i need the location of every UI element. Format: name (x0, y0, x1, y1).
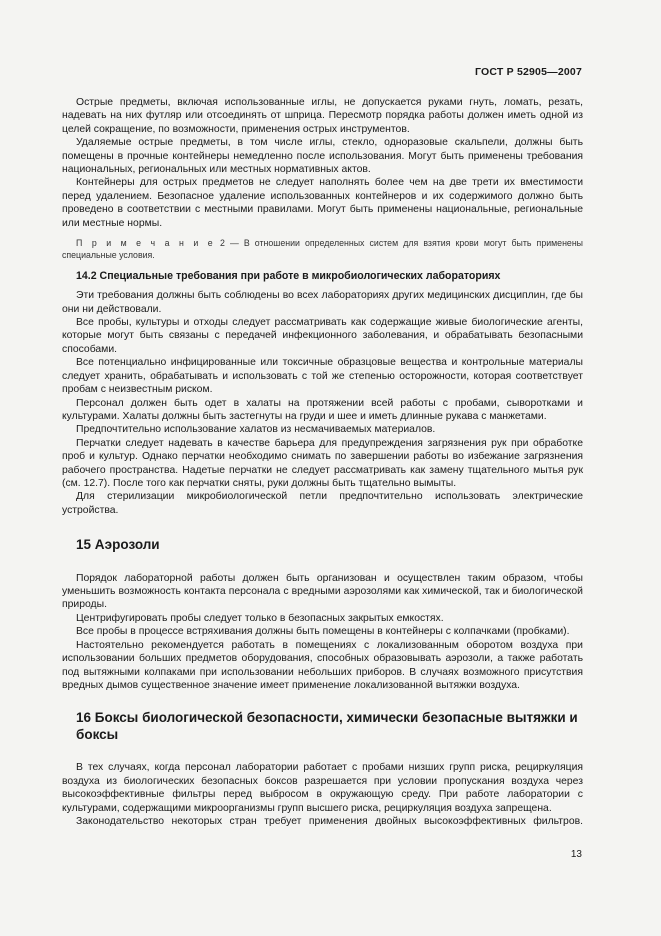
paragraph: Перчатки следует надевать в качестве барьера для предупреждения загрязнения рук при обработке проб и культур. Однако перчатки необходимо снимать по завершении работы во избежание загрязнения рабочего пространства. Надетые перчатки не следует рассматривать как замену тщательного мытья рук (см. 12.7). После того как перчатки сняты, руки должны быть тщательно вымыты. (62, 437, 583, 489)
paragraph: Персонал должен быть одет в халаты на протяжении всей работы с пробами, сыворотками и культурами. Халаты должны быть застегнуты на груди и шее и иметь длинные рукава с манжетами. (62, 397, 583, 422)
note-label: П р и м е ч а н и е (76, 238, 215, 249)
note (62, 238, 583, 261)
section-15-heading: 15 Аэрозоли (76, 537, 160, 553)
note-text: 2 — В отношении определенных систем для взятия крови могут быть применены специальные условия. (62, 238, 583, 260)
paragraph: Острые предметы, включая использованные иглы, не допускается руками гнуть, ломать, резать, надевать на них футляр или отсоединять от шприца. Пересмотр порядка работы должен иметь одной из целей сокращение, по возможности, применения острых инструментов. (62, 97, 583, 135)
section-14-2-heading: 14.2 Специальные требования при работе в микробиологических лабораториях (76, 270, 501, 283)
paragraph: Центрифугировать пробы следует только в безопасных закрытых емкостях. (76, 612, 444, 624)
paragraph: Законодательство некоторых стран требует применения двойных высокоэффективных фильтров. (76, 815, 583, 827)
paragraph: Контейнеры для острых предметов не следует наполнять более чем на две трети их вместимости перед удалением. Безопасное удаление использованных контейнеров и их содержимого должно быть проведено в соответствии с местными правилами. Могут быть применены национальные, региональные или местные нормы. (62, 177, 583, 229)
paragraph: Порядок лабораторной работы должен быть организован и осуществлен таким образом, чтобы уменьшить возможность контакта персонала с вредными аэрозолями как химической, так и биологической природы. (62, 572, 583, 611)
document-code: ГОСТ Р 52905—2007 (474, 66, 582, 78)
page-body (62, 96, 583, 828)
paragraph: Все пробы, культуры и отходы следует рассматривать как содержащие живые биологические агенты, которые могут быть связаны с передачей инфекционного заболевания, и обрабатывать безопасными способами. (62, 317, 583, 355)
paragraph: Все пробы в процессе встряхивания должны быть помещены в контейнеры с колпачками (пробками). (76, 626, 570, 638)
paragraph: Эти требования должны быть соблюдены во всех лабораториях других медицинских дисциплин, где бы они ни действовали. (62, 290, 583, 315)
paragraph: Предпочтительно использование халатов из несмачиваемых материалов. (76, 424, 436, 436)
paragraph: Удаляемые острые предметы, в том числе иглы, стекло, одноразовые скальпели, должны быть помещены в прочные контейнеры немедленно после использования. Могут быть применены требования национальных, региональных или местных нормативных актов. (62, 137, 583, 176)
page-number: 13 (570, 849, 582, 860)
paragraph: Для стерилизации микробиологической петли предпочтительно использовать электрические устройства. (62, 491, 583, 516)
section-16-heading: 16 Боксы биологической безопасности, химически безопасные вытяжки и боксы (76, 710, 578, 742)
paragraph: Настоятельно рекомендуется работать в помещениях с локализованным оборотом воздуха при использовании больших предметов оборудования, способных образовывать аэрозоли, а также работать под вытяжными колпаками при использовании небольших приборов. В случаях возможного присутствия вредных дымов существенное значение имеет применение локализованной вытяжки воздуха. (62, 639, 583, 691)
paragraph: В тех случаях, когда персонал лаборатории работает с пробами низших групп риска, рециркуляция воздуха из биологических безопасных боксов разрешается при условии пропускания воздуха через высокоэффективные фильтры перед выбросом в окружающую среду. При работе лаборатории с культурами, содержащими микроорганизмы групп высшего риска, рециркуляция воздуха запрещена. (62, 762, 583, 814)
paragraph: Все потенциально инфицированные или токсичные образцовые вещества и контрольные материалы следует хранить, обрабатывать и использовать с той же степенью осторожности, которая соответствует пробам с неизвестным риском. (62, 357, 583, 396)
